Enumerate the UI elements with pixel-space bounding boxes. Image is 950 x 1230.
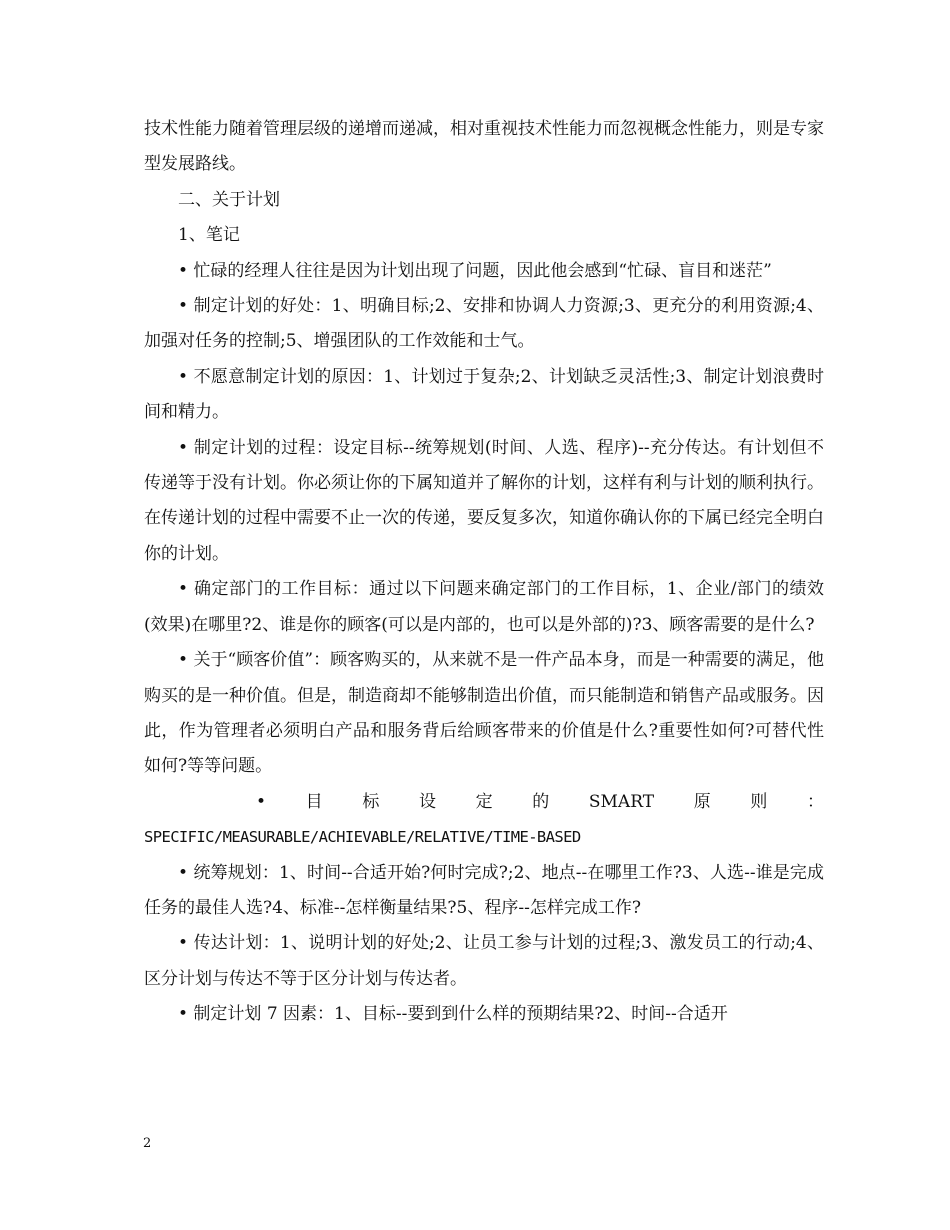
bullet-paragraph: • 制定计划的过程：设定目标--统筹规划(时间、人选、程序)--充分传达。有计划但不传递等于没有计划。你必须让你的下属知道并了解你的计划，这样有利与计划的顺利执行。在传递计划的过程中需要不止一次的传递，要反复多次，知道你确认你的下属已经完全明白你的计划。	[144, 437, 824, 564]
smart-token: 标	[362, 791, 380, 812]
smart-token: 的	[532, 791, 550, 812]
smart-token: 原	[693, 791, 711, 812]
smart-token: ：	[806, 791, 824, 812]
bullet-paragraph: • 制定计划的好处：1、明确目标;2、安排和协调人力资源;3、更充分的利用资源;4、加强对任务的控制;5、增强团队的工作效能和士气。	[144, 296, 824, 352]
paragraph: 技术性能力随着管理层级的递增而递减，相对重视技术性能力而忽视概念性能力，则是专家型发展路线。	[144, 119, 824, 175]
smart-principle-heading	[144, 785, 824, 820]
bullet-paragraph: • 制定计划 7 因素：1、目标--要到到什么样的预期结果?2、时间--合适开	[178, 1004, 728, 1025]
bullet-paragraph: • 确定部门的工作目标：通过以下问题来确定部门的工作目标，1、企业/部门的绩效(效果)在哪里?2、谁是你的顾客(可以是内部的，也可以是外部的)?3、顾客需要的是什么?	[144, 579, 824, 635]
bullet-paragraph: • 统筹规划：1、时间--合适开始?何时完成?;2、地点--在哪里工作?3、人选--谁是完成任务的最佳人选?4、标准--怎样衡量结果?5、程序--怎样完成工作?	[144, 862, 824, 918]
smart-token: 定	[475, 791, 493, 812]
smart-token: 目	[305, 791, 323, 812]
smart-token: 设	[418, 791, 436, 812]
smart-token: 则	[750, 791, 768, 812]
document-body	[144, 112, 824, 1033]
bullet-paragraph: • 忙碌的经理人往往是因为计划出现了问题，因此他会感到“忙碌、盲目和迷茫”	[178, 260, 772, 281]
smart-token: SMART	[588, 791, 655, 812]
page-number: 2	[143, 1136, 152, 1151]
bullet-paragraph: • 不愿意制定计划的原因：1、计划过于复杂;2、计划缺乏灵活性;3、制定计划浪费时间和精力。	[144, 366, 824, 423]
subsection-heading: 1、笔记	[178, 225, 240, 246]
smart-principle-terms: SPECIFIC/MEASURABLE/ACHIEVABLE/RELATIVE/TIME-BASED	[144, 828, 581, 847]
smart-token: •	[256, 791, 267, 812]
section-heading: 二、关于计划	[178, 189, 280, 210]
smart-principle-bullet	[144, 785, 824, 856]
bullet-paragraph: • 传达计划：1、说明计划的好处;2、让员工参与计划的过程;3、激发员工的行动;4、区分计划与传达不等于区分计划与传达者。	[144, 933, 824, 989]
bullet-paragraph: • 关于“顾客价值”：顾客购买的，从来就不是一件产品本身，而是一种需要的满足，他购买的是一种价值。但是，制造商却不能够制造出价值，而只能制造和销售产品或服务。因此，作为管理者必须明白产品和服务背后给顾客带来的价值是什么?重要性如何?可替代性如何?等等问题。	[144, 650, 824, 777]
